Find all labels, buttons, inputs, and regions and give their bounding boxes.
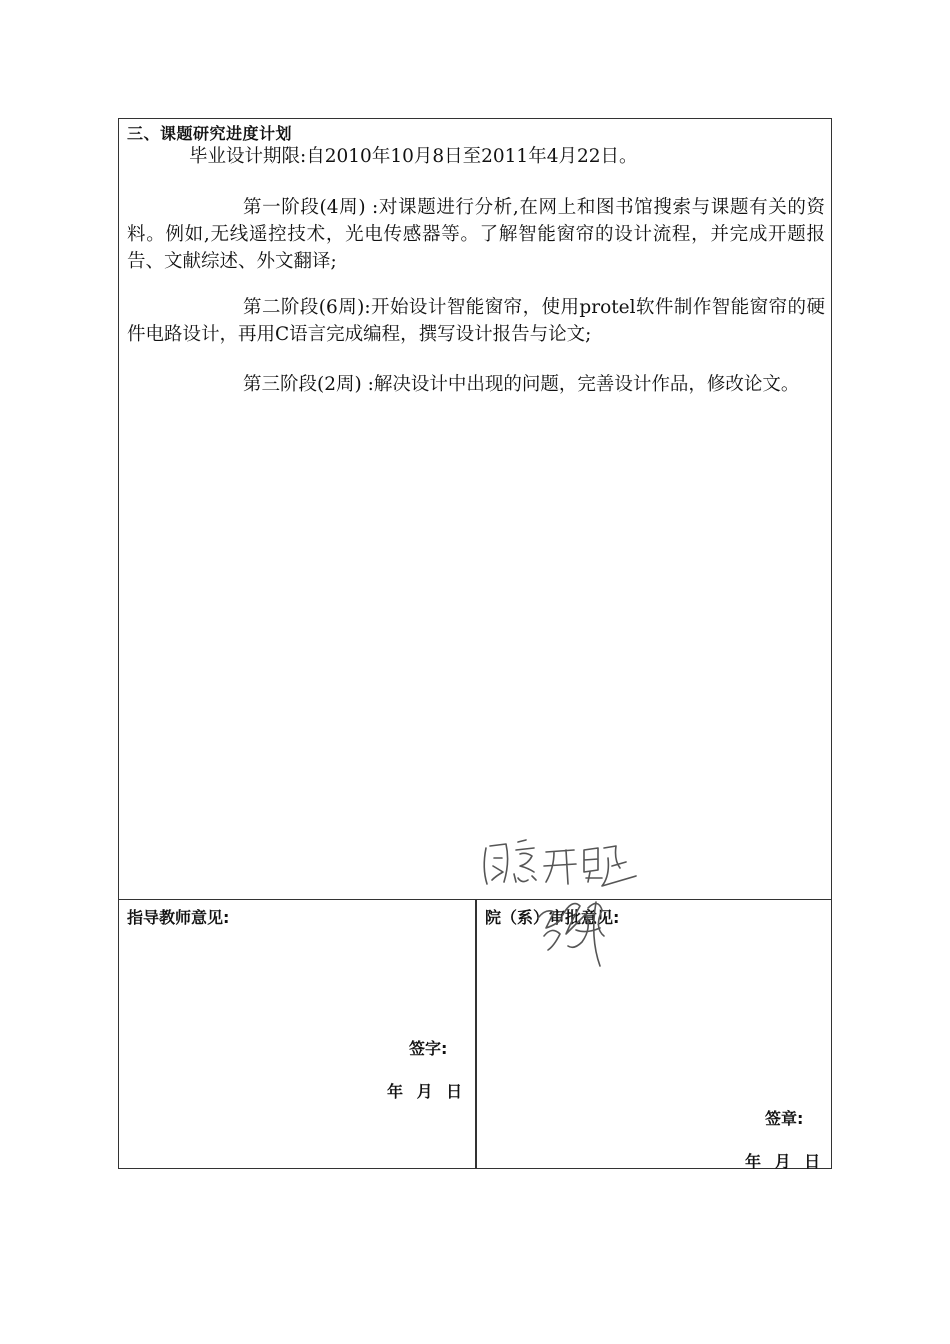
department-opinion-label: 院（系）审批意见: bbox=[485, 908, 620, 927]
department-date: 年 月 日 bbox=[745, 1152, 821, 1171]
department-seal-label: 签章: bbox=[765, 1109, 804, 1128]
stage-1-text: 第一阶段(4周) :对课题进行分析,在网上和图书馆搜索与课题有关的资料。例如,无线遥控技术，光电传感器等。了解智能窗帘的设计流程，并完成开题报告、文献综述、外文翻译; bbox=[127, 197, 825, 272]
form-table bbox=[118, 118, 832, 1169]
section-title: 三、课题研究进度计划 bbox=[127, 124, 293, 143]
period-text: 毕业设计期限:自2010年10月8日至2011年4月22日。 bbox=[189, 146, 638, 167]
handwritten-signature bbox=[376, 838, 676, 978]
stage-3-text: 第三阶段(2周) :解决设计中出现的问题，完善设计作品，修改论文。 bbox=[243, 374, 800, 395]
advisor-date: 年 月 日 bbox=[387, 1082, 463, 1101]
schedule-section bbox=[119, 119, 831, 900]
advisor-sign-label: 签字: bbox=[409, 1039, 448, 1058]
advisor-opinion-label: 指导教师意见: bbox=[127, 908, 230, 927]
stage-2-text: 第二阶段(6周):开始设计智能窗帘，使用protel软件制作智能窗帘的硬件电路设计，再用C语言完成编程，撰写设计报告与论文; bbox=[127, 297, 825, 345]
